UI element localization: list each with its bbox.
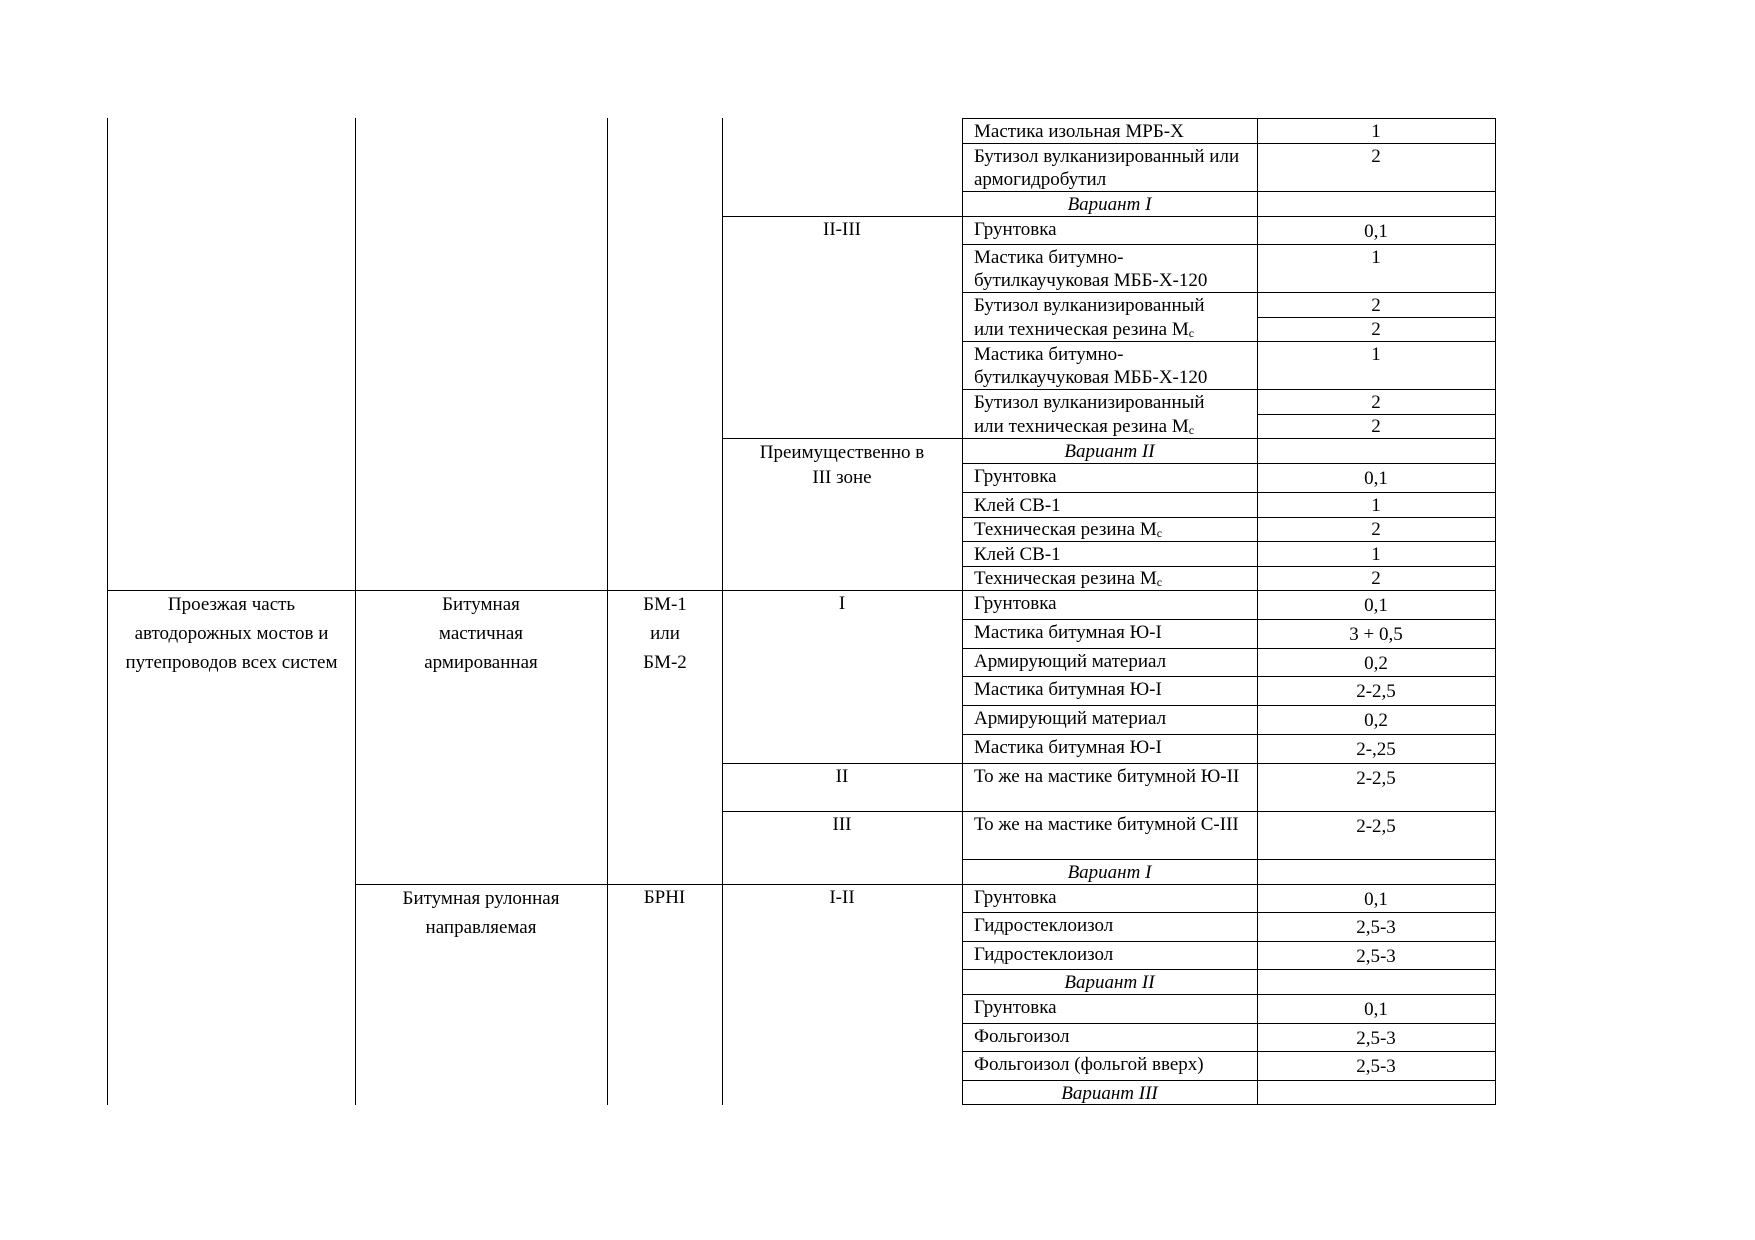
value-cell: 2,5-3 bbox=[1356, 917, 1396, 938]
row-line bbox=[962, 292, 1496, 293]
row-line bbox=[962, 734, 1496, 735]
value-cell: 1 bbox=[1371, 121, 1381, 142]
material-cell: Фольгоизол (фольгой вверх) bbox=[974, 1054, 1204, 1075]
row-line bbox=[962, 118, 1496, 119]
material-cell: Фольгоизол bbox=[974, 1026, 1070, 1047]
value-cell: 2 bbox=[1371, 319, 1381, 340]
column-line bbox=[1495, 118, 1496, 1105]
value-cell: 0,1 bbox=[1364, 221, 1388, 242]
value-cell: 2-2,5 bbox=[1356, 768, 1396, 789]
row-line bbox=[962, 969, 1496, 970]
insulation-type-cell: Битумная мастичная армированная bbox=[424, 594, 538, 673]
zone-cell: I bbox=[838, 593, 846, 614]
value-cell: 0,1 bbox=[1364, 889, 1388, 910]
material-cell: Бутизол вулканизированный bbox=[974, 295, 1205, 316]
value-cell: 2-,25 bbox=[1356, 739, 1396, 760]
material-cell: Грунтовка bbox=[974, 997, 1057, 1018]
material-cell: Мастика битумная Ю-I bbox=[974, 622, 1162, 643]
value-cell: 0,2 bbox=[1364, 710, 1388, 731]
row-line bbox=[962, 994, 1496, 995]
insulation-code-cell: БРНI bbox=[643, 887, 686, 908]
value-cell: 1 bbox=[1371, 495, 1381, 516]
material-cell: То же на мастике битумной Ю-II bbox=[974, 766, 1240, 787]
material-cell: Мастика битумно-бутилкаучуковая МББ-Х-120 bbox=[974, 247, 1208, 291]
row-line bbox=[962, 1080, 1496, 1081]
value-cell: 2,5-3 bbox=[1356, 1028, 1396, 1049]
material-cell: Мастика битумная Ю-I bbox=[974, 679, 1162, 700]
row-line bbox=[962, 705, 1496, 706]
material-cell: Армирующий материал bbox=[974, 708, 1167, 729]
value-cell: 0,1 bbox=[1364, 468, 1388, 489]
material-cell: Мастика битумно-бутилкаучуковая МББ-Х-120 bbox=[974, 344, 1208, 388]
column-line bbox=[607, 118, 608, 1105]
row-line bbox=[962, 389, 1496, 390]
value-cell: 2-2,5 bbox=[1356, 816, 1396, 837]
value-cell: 0,1 bbox=[1364, 595, 1388, 616]
material-cell: Бутизол вулканизированный bbox=[974, 392, 1205, 413]
row-line bbox=[962, 1023, 1496, 1024]
row-line bbox=[962, 676, 1496, 677]
value-cell: 2,5-3 bbox=[1356, 1056, 1396, 1077]
material-cell: Техническая резина $М_с$ bbox=[974, 519, 1163, 540]
value-cell: 2 bbox=[1371, 392, 1381, 413]
material-cell: Грунтовка bbox=[974, 466, 1057, 487]
value-cell: 0,1 bbox=[1364, 999, 1388, 1020]
value-cell: 1 bbox=[1371, 247, 1381, 268]
row-line bbox=[722, 763, 1496, 764]
variant-heading: Вариант II bbox=[1064, 972, 1155, 993]
column-line bbox=[355, 118, 356, 1105]
material-cell: Бутизол вулканизированный или армогидробутил bbox=[974, 146, 1240, 190]
value-cell: 2 bbox=[1371, 568, 1381, 589]
material-cell: Гидростеклоизол bbox=[974, 944, 1114, 965]
row-line bbox=[962, 463, 1496, 464]
material-cell: Гидростеклоизол bbox=[974, 915, 1114, 936]
material-cell: Техническая резина $М_с$ bbox=[974, 568, 1163, 589]
insulation-type-cell: Битумная рулонная направляемая bbox=[402, 888, 560, 938]
zone-cell: I-II bbox=[829, 887, 855, 908]
variant-heading: Вариант III bbox=[1061, 1083, 1158, 1104]
row-line bbox=[962, 859, 1496, 860]
material-cell: или техническая резина $М_с$ bbox=[974, 416, 1195, 437]
row-line bbox=[722, 216, 1496, 217]
row-line bbox=[962, 912, 1496, 913]
zone-cell: III bbox=[832, 814, 852, 835]
value-cell: 2 bbox=[1371, 416, 1381, 437]
material-cell: Мастика изольная МРБ-Х bbox=[974, 121, 1184, 142]
zone-cell: Преимущественно в III зоне bbox=[759, 442, 925, 488]
material-cell: Мастика битумная Ю-I bbox=[974, 737, 1162, 758]
value-cell: 3 + 0,5 bbox=[1349, 624, 1403, 645]
value-cell: 1 bbox=[1371, 344, 1381, 365]
structure-cell: Проезжая часть автодорожных мостов и путепроводов всех систем bbox=[125, 594, 338, 673]
material-cell: Грунтовка bbox=[974, 887, 1057, 908]
value-cell: 2,5-3 bbox=[1356, 946, 1396, 967]
material-cell: Армирующий материал bbox=[974, 651, 1167, 672]
material-cell: Клей СВ-1 bbox=[974, 495, 1061, 516]
column-line bbox=[962, 118, 963, 1105]
zone-cell: II bbox=[835, 766, 849, 787]
value-cell: 2 bbox=[1371, 295, 1381, 316]
value-cell: 2 bbox=[1371, 519, 1381, 540]
material-cell: То же на мастике битумной С-III bbox=[974, 814, 1239, 835]
row-line bbox=[962, 941, 1496, 942]
insulation-code-cell: БМ-1 или БМ-2 bbox=[643, 594, 687, 673]
value-cell: 2-2,5 bbox=[1356, 681, 1396, 702]
material-cell: Клей СВ-1 bbox=[974, 544, 1061, 565]
material-cell: Грунтовка bbox=[974, 593, 1057, 614]
material-cell: Грунтовка bbox=[974, 219, 1057, 240]
value-cell: 1 bbox=[1371, 544, 1381, 565]
variant-heading: Вариант I bbox=[1067, 862, 1152, 883]
zone-cell: II-III bbox=[823, 219, 861, 240]
variant-heading: Вариант II bbox=[1064, 441, 1155, 462]
row-line bbox=[962, 191, 1496, 192]
row-line bbox=[962, 492, 1496, 493]
column-line bbox=[107, 118, 108, 1105]
row-line bbox=[962, 1051, 1496, 1052]
row-line bbox=[962, 244, 1496, 245]
variant-heading: Вариант I bbox=[1067, 194, 1152, 215]
row-line bbox=[722, 811, 1496, 812]
row-line bbox=[962, 648, 1496, 649]
value-cell: 0,2 bbox=[1364, 653, 1388, 674]
row-line bbox=[962, 619, 1496, 620]
material-cell: или техническая резина $М_с$ bbox=[974, 319, 1195, 340]
row-line bbox=[962, 143, 1496, 144]
value-cell: 2 bbox=[1371, 146, 1381, 167]
